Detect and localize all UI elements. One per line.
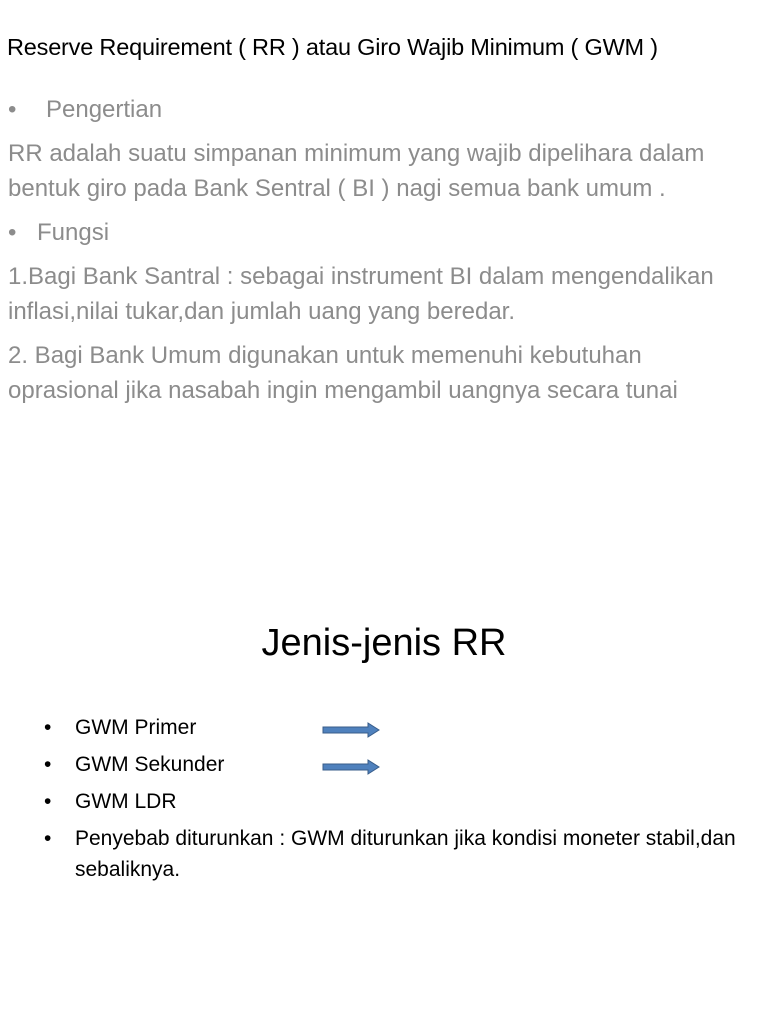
list-item [44,712,744,743]
bullet-fungsi [8,215,748,250]
definition-paragraph: RR adalah suatu simpanan minimum yang wajib dipelihara dalam bentuk giro pada Bank Sentral ( BI ) nagi semua bank umum . [8,140,705,202]
rr-types-list [44,712,744,891]
function-point-1: 1.Bagi Bank Santral : sebagai instrument BI dalam mengendalikan inflasi,nilai tukar,dan jumlah uang yang beredar. [8,263,714,325]
slide-title: Jenis-jenis RR [261,622,507,664]
bullet-label: Pengertian [46,96,163,123]
right-arrow-icon [322,759,380,775]
slide-jenis-rr [0,600,768,1024]
bullet-pengertian [8,92,748,127]
bullet-dot-icon: • [44,827,52,850]
list-item [44,823,744,885]
bullet-dot-icon: • [8,96,17,123]
list-item-label: Penyebab diturunkan : GWM diturunkan jika kondisi moneter stabil,dan sebaliknya. [75,827,736,881]
bullet-dot-icon: • [8,219,17,246]
slide-title: Reserve Requirement ( RR ) atau Giro Wajib Minimum ( GWM ) [7,34,658,60]
list-item [44,749,744,780]
slide-body [8,92,748,417]
list-item-label: GWM LDR [75,790,177,813]
function-point-2: 2. Bagi Bank Umum digunakan untuk memenuhi kebutuhan oprasional jika nasabah ingin mengambil uangnya secara tunai [8,342,678,404]
right-arrow-icon [322,722,380,738]
bullet-dot-icon: • [44,790,52,813]
bullet-dot-icon: • [44,716,52,739]
bullet-dot-icon: • [44,753,52,776]
list-item-label: GWM Primer [75,716,197,739]
list-item-label: GWM Sekunder [75,753,225,776]
list-item [44,786,744,817]
bullet-label: Fungsi [37,219,110,246]
